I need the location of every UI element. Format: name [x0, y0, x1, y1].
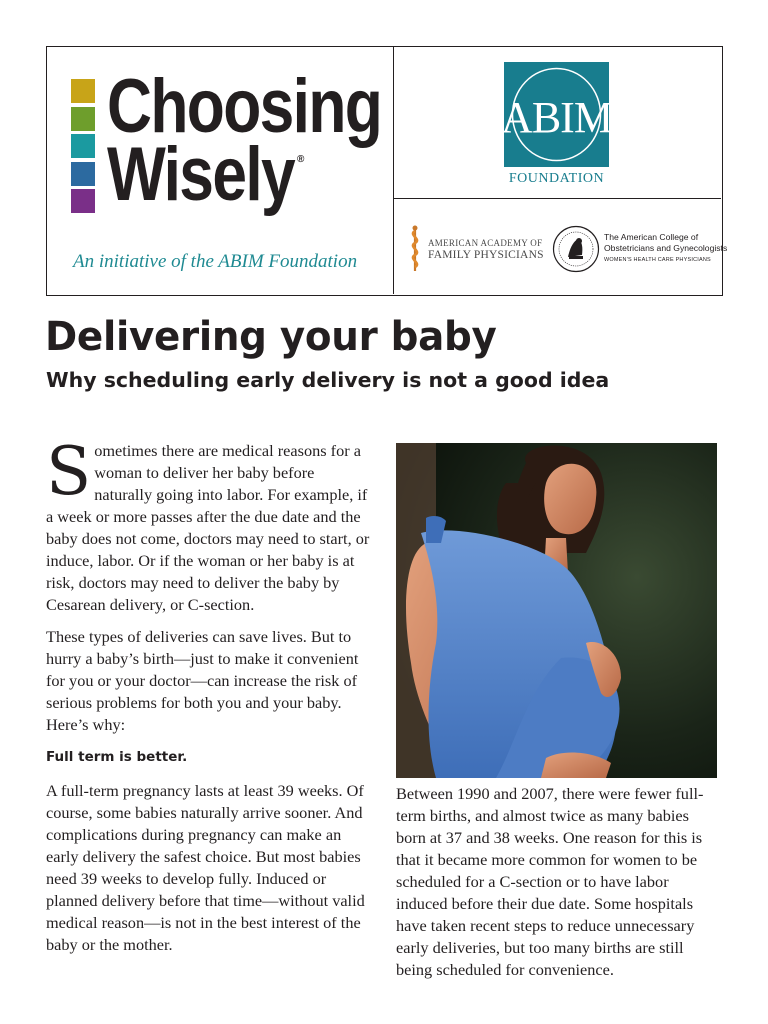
page-title: Delivering your baby — [45, 314, 497, 360]
drop-cap: S — [46, 433, 92, 510]
abim-logo-text: ABIM — [504, 93, 609, 142]
aafp-caduceus-icon — [406, 225, 424, 273]
brand-tagline: An initiative of the ABIM Foundation — [73, 251, 358, 272]
registered-mark: ® — [297, 154, 305, 165]
aafp-logo-text[interactable] — [428, 237, 544, 261]
choosing-wisely-logo[interactable] — [47, 47, 394, 294]
acog-line2: Obstetricians and Gynecologists — [604, 243, 728, 253]
abim-logo-mark — [504, 62, 609, 167]
section-heading: Full term is better. — [46, 749, 188, 765]
brand-bar — [71, 134, 95, 158]
brand-bar — [71, 189, 95, 213]
partner-logos — [394, 199, 728, 294]
aafp-line2: FAMILY PHYSICIANS — [428, 249, 544, 261]
brand-word-choosing: Choosing — [107, 64, 382, 149]
intro-paragraph — [46, 433, 371, 616]
acog-line3: WOMEN'S HEALTH CARE PHYSICIANS — [604, 257, 711, 263]
pregnant-woman-photo — [396, 443, 717, 778]
paragraph-4: Between 1990 and 2007, there were fewer full-term births, and almost twice as many babies born at 37 and 38 weeks. One reason for this is that it became more common for women to be scheduled for a C-section or to have labor induced before their due date. Some hospitals have taken recent steps to reduce unnecessary early deliveries, but too many births are still being scheduled for convenience. — [396, 784, 704, 979]
paragraph-2: These types of deliveries can save lives. But to hurry a baby’s birth—just to make it convenient for you or your doctor—can increase the risk of serious problems for both you and your baby. Here’s why: — [46, 627, 359, 734]
intro-text: ometimes there are medical reasons for a woman to deliver her baby before naturally going into labor. For example, if a week or more passes after the due date and the baby does not come, doctors may need to start, or induce, labor. Or if the woman or her baby is at risk, doctors may need to deliver the baby by Cesarean delivery, or C-section. — [46, 441, 370, 614]
brand-bar — [71, 107, 95, 131]
paragraph-3: A full-term pregnancy lasts at least 39 weeks. Of course, some babies naturally arrive sooner. And complications during pregnancy can make an early delivery the safest choice. But most babies need 39 weeks to develop fully. Induced or planned delivery before that time—without valid medical reason—is not in the best interest of the baby or the mother. — [46, 781, 365, 954]
acog-logo-text[interactable] — [604, 232, 727, 266]
brand-bar — [71, 79, 95, 103]
brand-color-bars — [71, 79, 97, 217]
header-box — [46, 46, 728, 296]
abim-foundation-label: FOUNDATION — [508, 171, 605, 186]
left-column — [46, 433, 371, 966]
brand-word-wisely: Wisely — [107, 132, 295, 217]
acog-line1: The American College of — [604, 232, 699, 242]
brand-bar — [71, 162, 95, 186]
page-subtitle: Why scheduling early delivery is not a good idea — [46, 368, 610, 392]
acog-seal-icon — [552, 225, 600, 273]
right-column — [396, 783, 721, 981]
abim-foundation-logo[interactable] — [394, 47, 721, 199]
abim-monogram-icon — [504, 62, 609, 167]
aafp-line1: AMERICAN ACADEMY OF — [428, 238, 543, 248]
photo-illustration — [396, 443, 717, 778]
